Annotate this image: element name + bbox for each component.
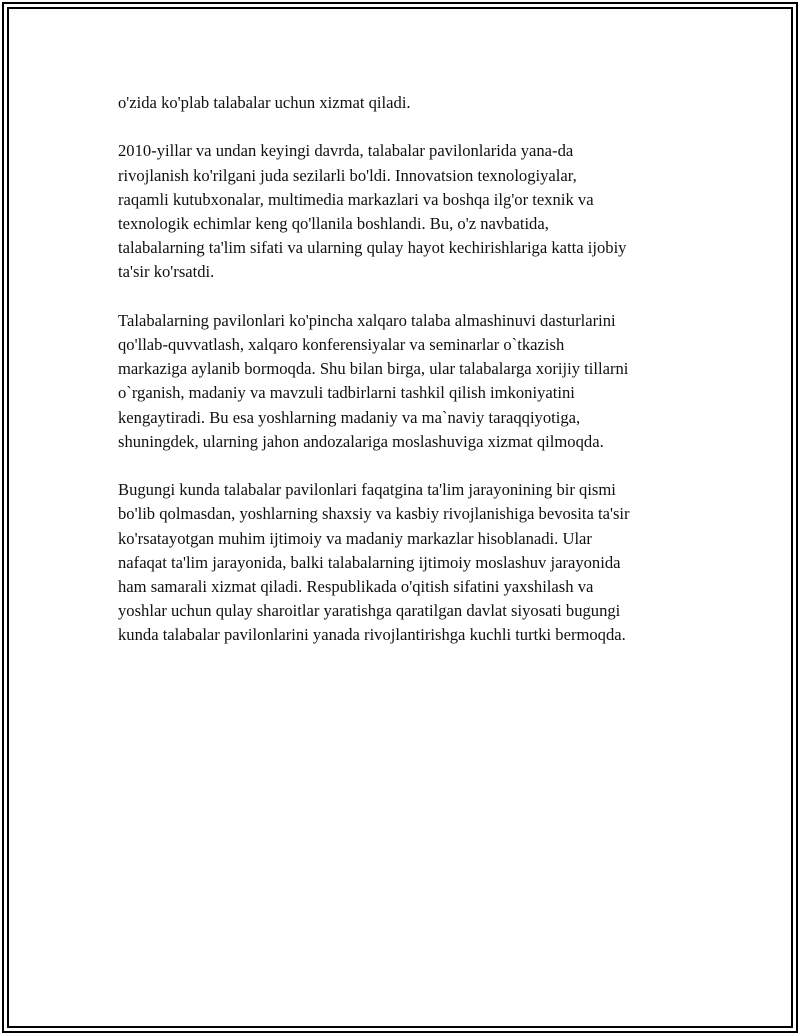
text-line: ta'sir ko'rsatdi. [118, 262, 215, 282]
text-line: ham samarali xizmat qiladi. Respublikada o'qitish sifatini yaxshilash va [118, 577, 594, 597]
text-line: kengaytiradi. Bu esa yoshlarning madaniy va ma`naviy taraqqiyotiga, [118, 407, 581, 427]
text-line: talabalarning ta'lim sifati va ularning qulay hayot kechirishlariga katta ijobiy [118, 238, 627, 258]
text-line: nafaqat ta'lim jarayonida, balki talabalarning ijtimoiy moslashuv jarayonida [118, 552, 621, 572]
text-line: o'zida ko'plab talabalar uchun xizmat qiladi. [118, 93, 411, 112]
text-line: qo'llab-quvvatlash, xalqaro konferensiyalar va seminarlar o`tkazish [118, 335, 565, 354]
text-line: ko'rsatayotgan muhim ijtimoiy va madaniy markazlar hisoblanadi. Ular [118, 528, 592, 548]
text-line: raqamli kutubxonalar, multimedia markazlari va boshqa ilg'or texnik va [118, 189, 594, 209]
text-line: texnologik echimlar keng qo'llanila boshlandi. Bu, o'z navbatida, [118, 214, 549, 233]
paragraph-2 [118, 139, 688, 284]
paragraph-4 [118, 478, 688, 647]
text-line: Talabalarning pavilonlari ko'pincha xalqaro talaba almashinuvi dasturlarini [118, 310, 616, 330]
paragraph-3 [118, 309, 688, 454]
text-line: o`rganish, madaniy va mavzuli tadbirlarni tashkil qilish imkoniyatini [118, 383, 575, 403]
text-line: Bugungi kunda talabalar pavilonlari faqatgina ta'lim jarayonining bir qismi [118, 480, 616, 500]
text-line: bo'lib qolmasdan, yoshlarning shaxsiy va kasbiy rivojlanishiga bevosita ta'sir [118, 504, 630, 524]
text-line: rivojlanish ko'rilgani juda sezilarli bo'ldi. Innovatsion texnologiyalar, [118, 165, 577, 185]
text-line: kunda talabalar pavilonlarini yanada rivojlantirishga kuchli turtki bermoqda. [118, 625, 626, 645]
paragraph-1 [118, 91, 688, 115]
text-line: shuningdek, ularning jahon andozalariga moslashuviga xizmat qilmoqda. [118, 431, 604, 451]
text-line: markaziga aylanib bormoqda. Shu bilan birga, ular talabalarga xorijiy tillarni [118, 359, 629, 379]
text-line: 2010-yillar va undan keyingi davrda, talabalar pavilonlarida yana-da [118, 141, 574, 161]
text-line: yoshlar uchun qulay sharoitlar yaratishga qaratilgan davlat siyosati bugungi [118, 601, 621, 621]
document-body [118, 91, 688, 672]
